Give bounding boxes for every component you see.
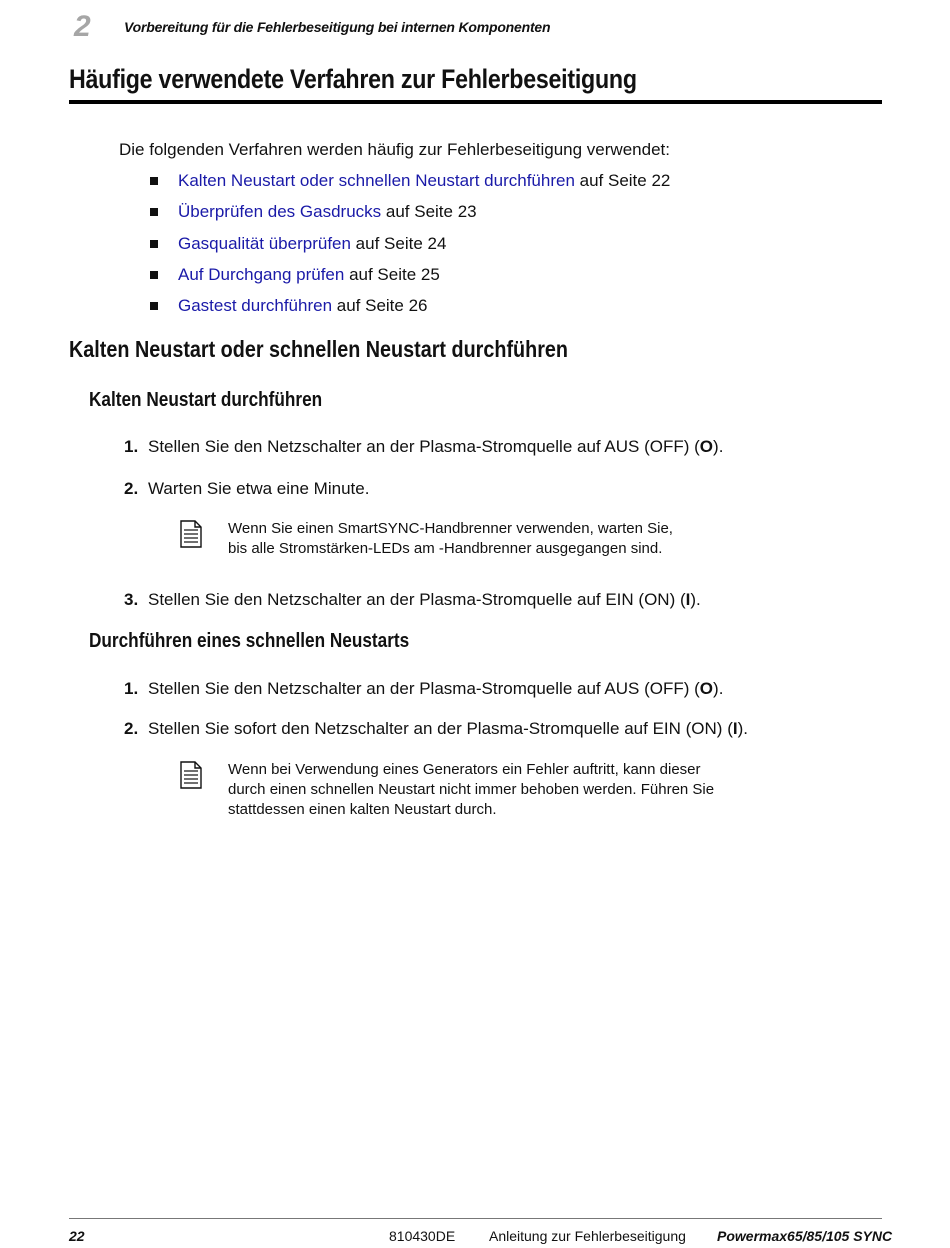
- chapter-title: Vorbereitung für die Fehlerbeseitigung bei internen Komponenten: [124, 19, 551, 35]
- link-gas-quality[interactable]: Gasqualität überprüfen: [178, 233, 351, 253]
- quick-step-2: [124, 719, 748, 739]
- procedure-link-list: [148, 171, 670, 327]
- step-text-end: ).: [713, 437, 724, 456]
- step-number: 2.: [124, 479, 139, 498]
- list-item: [148, 202, 670, 233]
- note-line: durch einen schnellen Neustart nicht immer behoben werden. Führen Sie: [228, 781, 715, 798]
- step-text: Stellen Sie den Netzschalter an der Plasma-Stromquelle auf AUS (OFF) (: [148, 679, 700, 698]
- step-text: Stellen Sie den Netzschalter an der Plasma-Stromquelle auf EIN (ON) (: [148, 590, 686, 609]
- restart-heading: Kalten Neustart oder schnellen Neustart durchführen: [69, 336, 569, 362]
- square-bullet-icon: [150, 302, 158, 310]
- step-number: 3.: [124, 590, 139, 609]
- cold-step-3: [124, 590, 701, 610]
- step-text: Warten Sie etwa eine Minute.: [148, 479, 370, 498]
- cold-note: [228, 519, 788, 559]
- page-ref: auf Seite 26: [332, 296, 428, 316]
- on-symbol: I: [685, 590, 691, 609]
- step-text-end: ).: [690, 590, 701, 609]
- note-line: Wenn Sie einen SmartSYNC-Handbrenner verwenden, warten Sie,: [228, 520, 673, 537]
- note-line: Wenn bei Verwendung eines Generators ein Fehler auftritt, kann dieser: [228, 761, 701, 778]
- quick-note: [228, 760, 788, 820]
- cold-step-2: [124, 479, 369, 499]
- footer-rule: [69, 1218, 882, 1219]
- square-bullet-icon: [150, 240, 158, 248]
- footer-page-number: 22: [69, 1228, 85, 1244]
- list-item: [148, 171, 670, 202]
- note-icon: [180, 520, 202, 548]
- step-number: 1.: [124, 437, 139, 456]
- link-cold-restart[interactable]: Kalten Neustart oder schnellen Neustart durchführen: [178, 171, 575, 190]
- off-symbol: O: [699, 679, 714, 698]
- note-icon: [180, 761, 202, 789]
- footer-doc-number: 810430DE: [389, 1228, 456, 1244]
- page-ref: auf Seite 24: [350, 233, 447, 253]
- step-number: 2.: [124, 719, 139, 738]
- page-ref: auf Seite 23: [381, 202, 477, 222]
- step-text: Stellen Sie sofort den Netzschalter an der Plasma-Stromquelle auf EIN (ON) (: [148, 719, 733, 738]
- quick-restart-heading: Durchführen eines schnellen Neustarts: [89, 630, 410, 652]
- link-gas-test[interactable]: Gastest durchführen: [178, 296, 333, 316]
- section-title: Häufige verwendete Verfahren zur Fehlerbeseitigung: [69, 64, 637, 94]
- page-ref: auf Seite 25: [344, 264, 440, 284]
- square-bullet-icon: [150, 177, 158, 185]
- page-ref: auf Seite 22: [574, 171, 671, 190]
- step-text-end: ).: [737, 719, 748, 738]
- list-item: [148, 265, 670, 296]
- footer-manual-title: Anleitung zur Fehlerbeseitigung: [489, 1228, 686, 1244]
- square-bullet-icon: [150, 271, 158, 279]
- chapter-number: 2: [74, 10, 91, 43]
- intro-text: Die folgenden Verfahren werden häufig zur Fehlerbeseitigung verwendet:: [119, 140, 670, 159]
- square-bullet-icon: [150, 208, 158, 216]
- list-item: [148, 234, 670, 265]
- note-line: bis alle Stromstärken-LEDs am -Handbrenner ausgegangen sind.: [228, 540, 663, 557]
- quick-step-1: [124, 679, 723, 699]
- step-text-end: ).: [713, 679, 724, 698]
- link-gas-pressure[interactable]: Überprüfen des Gasdrucks: [178, 202, 382, 222]
- link-continuity[interactable]: Auf Durchgang prüfen: [178, 264, 345, 284]
- cold-step-1: [124, 437, 723, 457]
- step-text: Stellen Sie den Netzschalter an der Plasma-Stromquelle auf AUS (OFF) (: [148, 437, 700, 456]
- list-item: [148, 296, 670, 327]
- footer-product: Powermax65/85/105 SYNC: [717, 1228, 893, 1244]
- off-symbol: O: [699, 437, 714, 456]
- cold-restart-heading: Kalten Neustart durchführen: [89, 389, 323, 411]
- note-line: stattdessen einen kalten Neustart durch.: [228, 801, 497, 818]
- on-symbol: I: [732, 719, 738, 738]
- step-number: 1.: [124, 679, 139, 698]
- title-rule: [69, 100, 882, 104]
